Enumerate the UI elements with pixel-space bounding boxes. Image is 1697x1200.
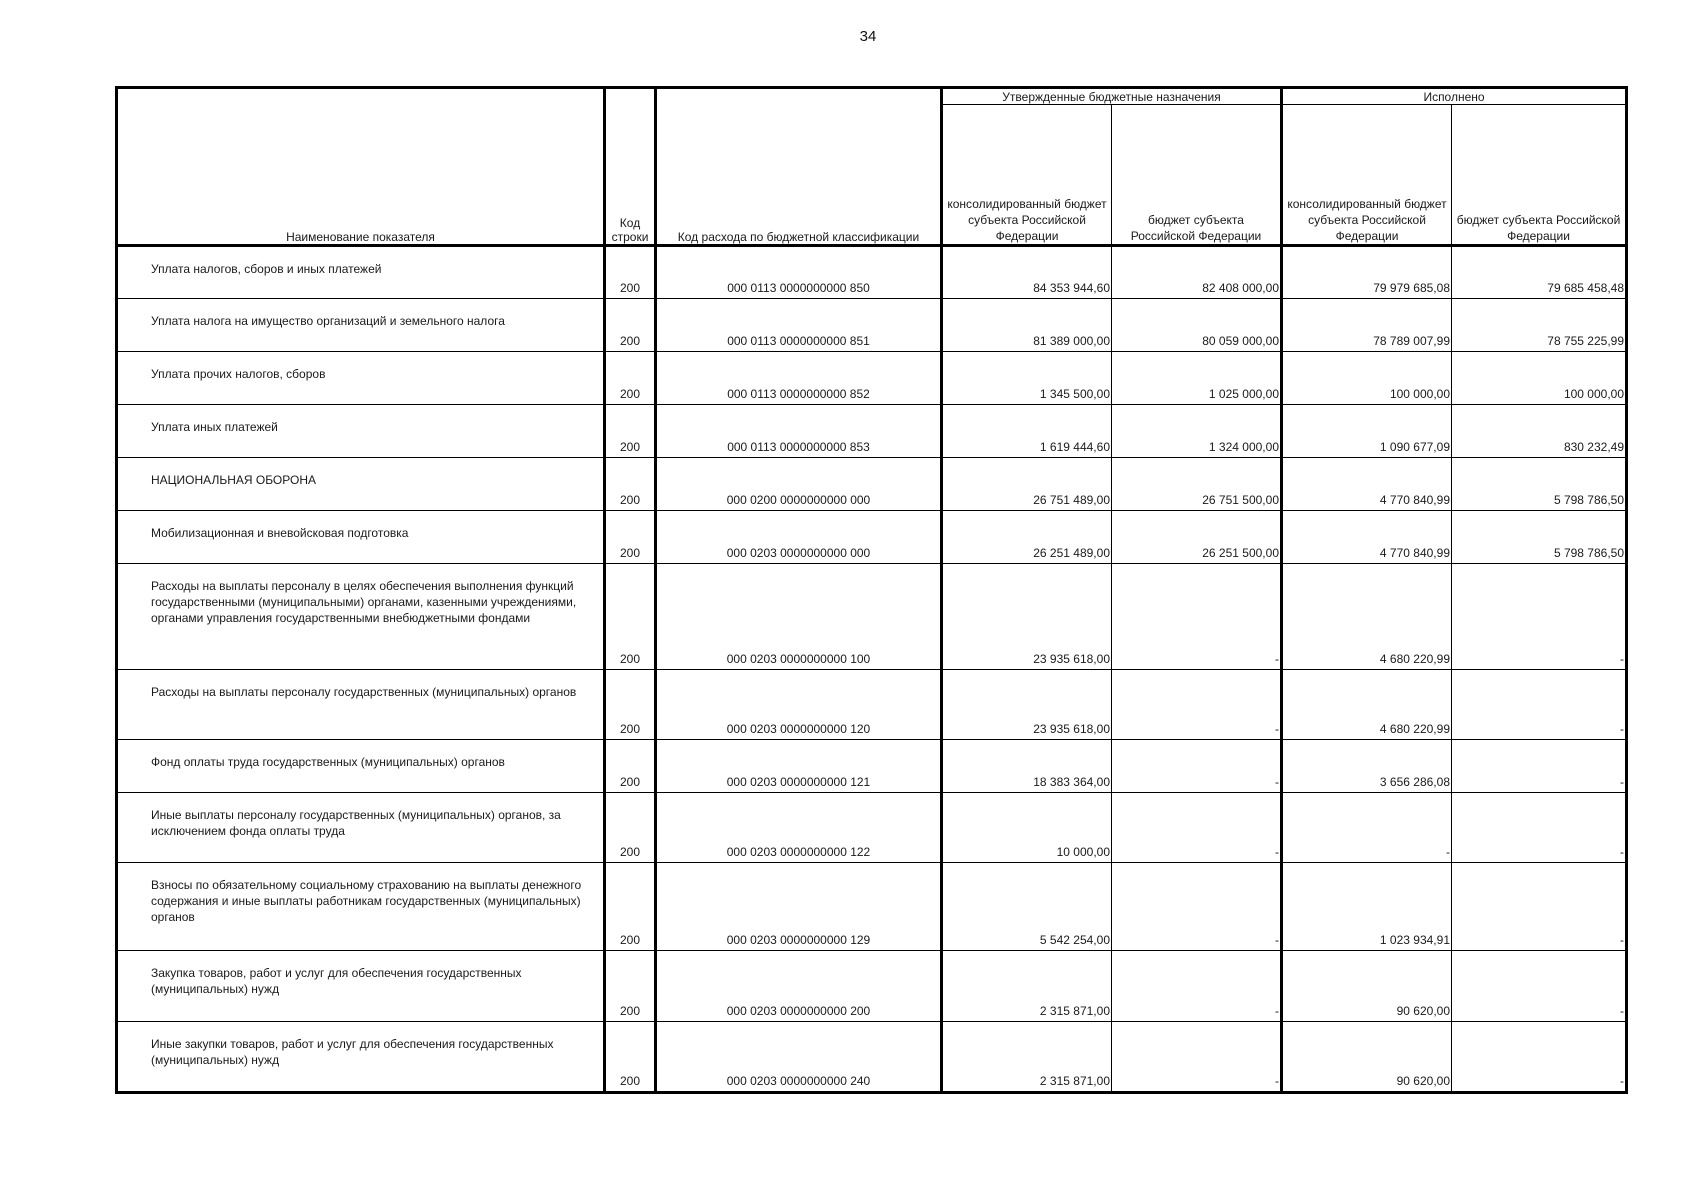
row-executed-consolidated: 100 000,00 xyxy=(1282,352,1452,405)
row-line-code: 200 xyxy=(605,511,656,564)
row-line-code: 200 xyxy=(605,246,656,299)
row-line-code: 200 xyxy=(605,405,656,458)
table-row xyxy=(117,740,1627,793)
row-executed-consolidated: 1 023 934,91 xyxy=(1282,863,1452,951)
row-executed-subject: - xyxy=(1452,670,1627,740)
header-approved-group: Утвержденные бюджетные назначения xyxy=(942,88,1282,105)
row-executed-consolidated: 79 979 685,08 xyxy=(1282,246,1452,299)
header-executed-consolidated: консолидированный бюджет субъекта Российской Федерации xyxy=(1282,105,1452,246)
row-executed-consolidated: 1 090 677,09 xyxy=(1282,405,1452,458)
row-budget-code: 000 0113 0000000000 851 xyxy=(656,299,942,352)
row-executed-subject: - xyxy=(1452,951,1627,1022)
row-line-code: 200 xyxy=(605,564,656,670)
row-approved-subject: - xyxy=(1112,1022,1282,1093)
row-budget-code: 000 0203 0000000000 121 xyxy=(656,740,942,793)
row-executed-subject: 5 798 786,50 xyxy=(1452,458,1627,511)
row-name: НАЦИОНАЛЬНАЯ ОБОРОНА xyxy=(117,458,605,511)
header-name: Наименование показателя xyxy=(117,88,605,246)
row-executed-consolidated: 4 680 220,99 xyxy=(1282,670,1452,740)
row-executed-consolidated: 78 789 007,99 xyxy=(1282,299,1452,352)
table-row xyxy=(117,352,1627,405)
row-executed-consolidated: 4 680 220,99 xyxy=(1282,564,1452,670)
row-approved-consolidated: 23 935 618,00 xyxy=(942,670,1112,740)
row-executed-subject: - xyxy=(1452,863,1627,951)
row-line-code: 200 xyxy=(605,740,656,793)
row-executed-consolidated: 90 620,00 xyxy=(1282,951,1452,1022)
row-name: Взносы по обязательному социальному страхованию на выплаты денежного содержания и иные выплаты работникам государственных (муниципальных) органов xyxy=(117,863,605,951)
row-approved-consolidated: 1 619 444,60 xyxy=(942,405,1112,458)
header-line-code: Код строки xyxy=(605,88,656,246)
row-budget-code: 000 0200 0000000000 000 xyxy=(656,458,942,511)
table-row xyxy=(117,951,1627,1022)
row-executed-consolidated: - xyxy=(1282,793,1452,863)
row-line-code: 200 xyxy=(605,299,656,352)
row-executed-subject: 5 798 786,50 xyxy=(1452,511,1627,564)
row-approved-subject: - xyxy=(1112,951,1282,1022)
row-approved-consolidated: 10 000,00 xyxy=(942,793,1112,863)
row-name: Иные выплаты персоналу государственных (муниципальных) органов, за исключением фонда оплаты труда xyxy=(117,793,605,863)
row-name: Уплата налога на имущество организаций и земельного налога xyxy=(117,299,605,352)
row-executed-subject: - xyxy=(1452,1022,1627,1093)
row-approved-subject: 80 059 000,00 xyxy=(1112,299,1282,352)
row-executed-subject: 100 000,00 xyxy=(1452,352,1627,405)
row-line-code: 200 xyxy=(605,863,656,951)
row-line-code: 200 xyxy=(605,1022,656,1093)
row-name: Фонд оплаты труда государственных (муниципальных) органов xyxy=(117,740,605,793)
table-row xyxy=(117,863,1627,951)
row-approved-consolidated: 2 315 871,00 xyxy=(942,1022,1112,1093)
header-budget-code: Код расхода по бюджетной классификации xyxy=(656,88,942,246)
row-line-code: 200 xyxy=(605,352,656,405)
row-executed-subject: 78 755 225,99 xyxy=(1452,299,1627,352)
row-line-code: 200 xyxy=(605,670,656,740)
row-approved-subject: 1 324 000,00 xyxy=(1112,405,1282,458)
row-approved-subject: 1 025 000,00 xyxy=(1112,352,1282,405)
page-number: 34 xyxy=(859,28,877,45)
row-budget-code: 000 0203 0000000000 120 xyxy=(656,670,942,740)
row-line-code: 200 xyxy=(605,458,656,511)
row-name: Закупка товаров, работ и услуг для обеспечения государственных (муниципальных) нужд xyxy=(117,951,605,1022)
row-approved-subject: 26 251 500,00 xyxy=(1112,511,1282,564)
header-executed-group: Исполнено xyxy=(1282,88,1627,105)
table-row xyxy=(117,405,1627,458)
row-budget-code: 000 0113 0000000000 852 xyxy=(656,352,942,405)
row-approved-subject: - xyxy=(1112,863,1282,951)
row-executed-consolidated: 4 770 840,99 xyxy=(1282,458,1452,511)
row-budget-code: 000 0203 0000000000 200 xyxy=(656,951,942,1022)
row-budget-code: 000 0203 0000000000 122 xyxy=(656,793,942,863)
row-executed-subject: 830 232,49 xyxy=(1452,405,1627,458)
row-name: Уплата налогов, сборов и иных платежей xyxy=(117,246,605,299)
row-budget-code: 000 0203 0000000000 100 xyxy=(656,564,942,670)
row-executed-subject: - xyxy=(1452,740,1627,793)
row-budget-code: 000 0113 0000000000 853 xyxy=(656,405,942,458)
row-executed-subject: - xyxy=(1452,793,1627,863)
header-approved-subject: бюджет субъекта Российской Федерации xyxy=(1112,105,1282,246)
header-executed-subject: бюджет субъекта Российской Федерации xyxy=(1452,105,1627,246)
row-executed-consolidated: 90 620,00 xyxy=(1282,1022,1452,1093)
row-approved-subject: 82 408 000,00 xyxy=(1112,246,1282,299)
row-name: Иные закупки товаров, работ и услуг для обеспечения государственных (муниципальных) нужд xyxy=(117,1022,605,1093)
row-approved-subject: - xyxy=(1112,793,1282,863)
table-row xyxy=(117,564,1627,670)
row-approved-consolidated: 81 389 000,00 xyxy=(942,299,1112,352)
table-row xyxy=(117,299,1627,352)
row-approved-consolidated: 5 542 254,00 xyxy=(942,863,1112,951)
row-budget-code: 000 0203 0000000000 000 xyxy=(656,511,942,564)
row-line-code: 200 xyxy=(605,951,656,1022)
row-executed-consolidated: 3 656 286,08 xyxy=(1282,740,1452,793)
row-approved-subject: 26 751 500,00 xyxy=(1112,458,1282,511)
row-approved-consolidated: 18 383 364,00 xyxy=(942,740,1112,793)
row-name: Мобилизационная и вневойсковая подготовка xyxy=(117,511,605,564)
budget-report-table xyxy=(115,86,1628,1094)
row-executed-consolidated: 4 770 840,99 xyxy=(1282,511,1452,564)
row-name: Расходы на выплаты персоналу в целях обеспечения выполнения функций государственными (муниципальными) органами, казенными учреждениями, органами управления государственными внебюджетными фондами xyxy=(117,564,605,670)
row-approved-consolidated: 84 353 944,60 xyxy=(942,246,1112,299)
row-approved-subject: - xyxy=(1112,564,1282,670)
row-approved-consolidated: 2 315 871,00 xyxy=(942,951,1112,1022)
table-body xyxy=(117,246,1627,1093)
table-row xyxy=(117,670,1627,740)
header-row-top xyxy=(117,88,1627,105)
row-budget-code: 000 0113 0000000000 850 xyxy=(656,246,942,299)
row-executed-subject: 79 685 458,48 xyxy=(1452,246,1627,299)
table-row xyxy=(117,1022,1627,1093)
row-line-code: 200 xyxy=(605,793,656,863)
row-budget-code: 000 0203 0000000000 240 xyxy=(656,1022,942,1093)
header-approved-consolidated: консолидированный бюджет субъекта Российской Федерации xyxy=(942,105,1112,246)
row-name: Расходы на выплаты персоналу государственных (муниципальных) органов xyxy=(117,670,605,740)
row-name: Уплата прочих налогов, сборов xyxy=(117,352,605,405)
row-approved-subject: - xyxy=(1112,670,1282,740)
table-row xyxy=(117,511,1627,564)
row-executed-subject: - xyxy=(1452,564,1627,670)
table-row xyxy=(117,793,1627,863)
row-approved-subject: - xyxy=(1112,740,1282,793)
row-approved-consolidated: 26 751 489,00 xyxy=(942,458,1112,511)
row-budget-code: 000 0203 0000000000 129 xyxy=(656,863,942,951)
row-approved-consolidated: 1 345 500,00 xyxy=(942,352,1112,405)
table-row xyxy=(117,246,1627,299)
table-row xyxy=(117,458,1627,511)
row-approved-consolidated: 26 251 489,00 xyxy=(942,511,1112,564)
row-approved-consolidated: 23 935 618,00 xyxy=(942,564,1112,670)
row-name: Уплата иных платежей xyxy=(117,405,605,458)
